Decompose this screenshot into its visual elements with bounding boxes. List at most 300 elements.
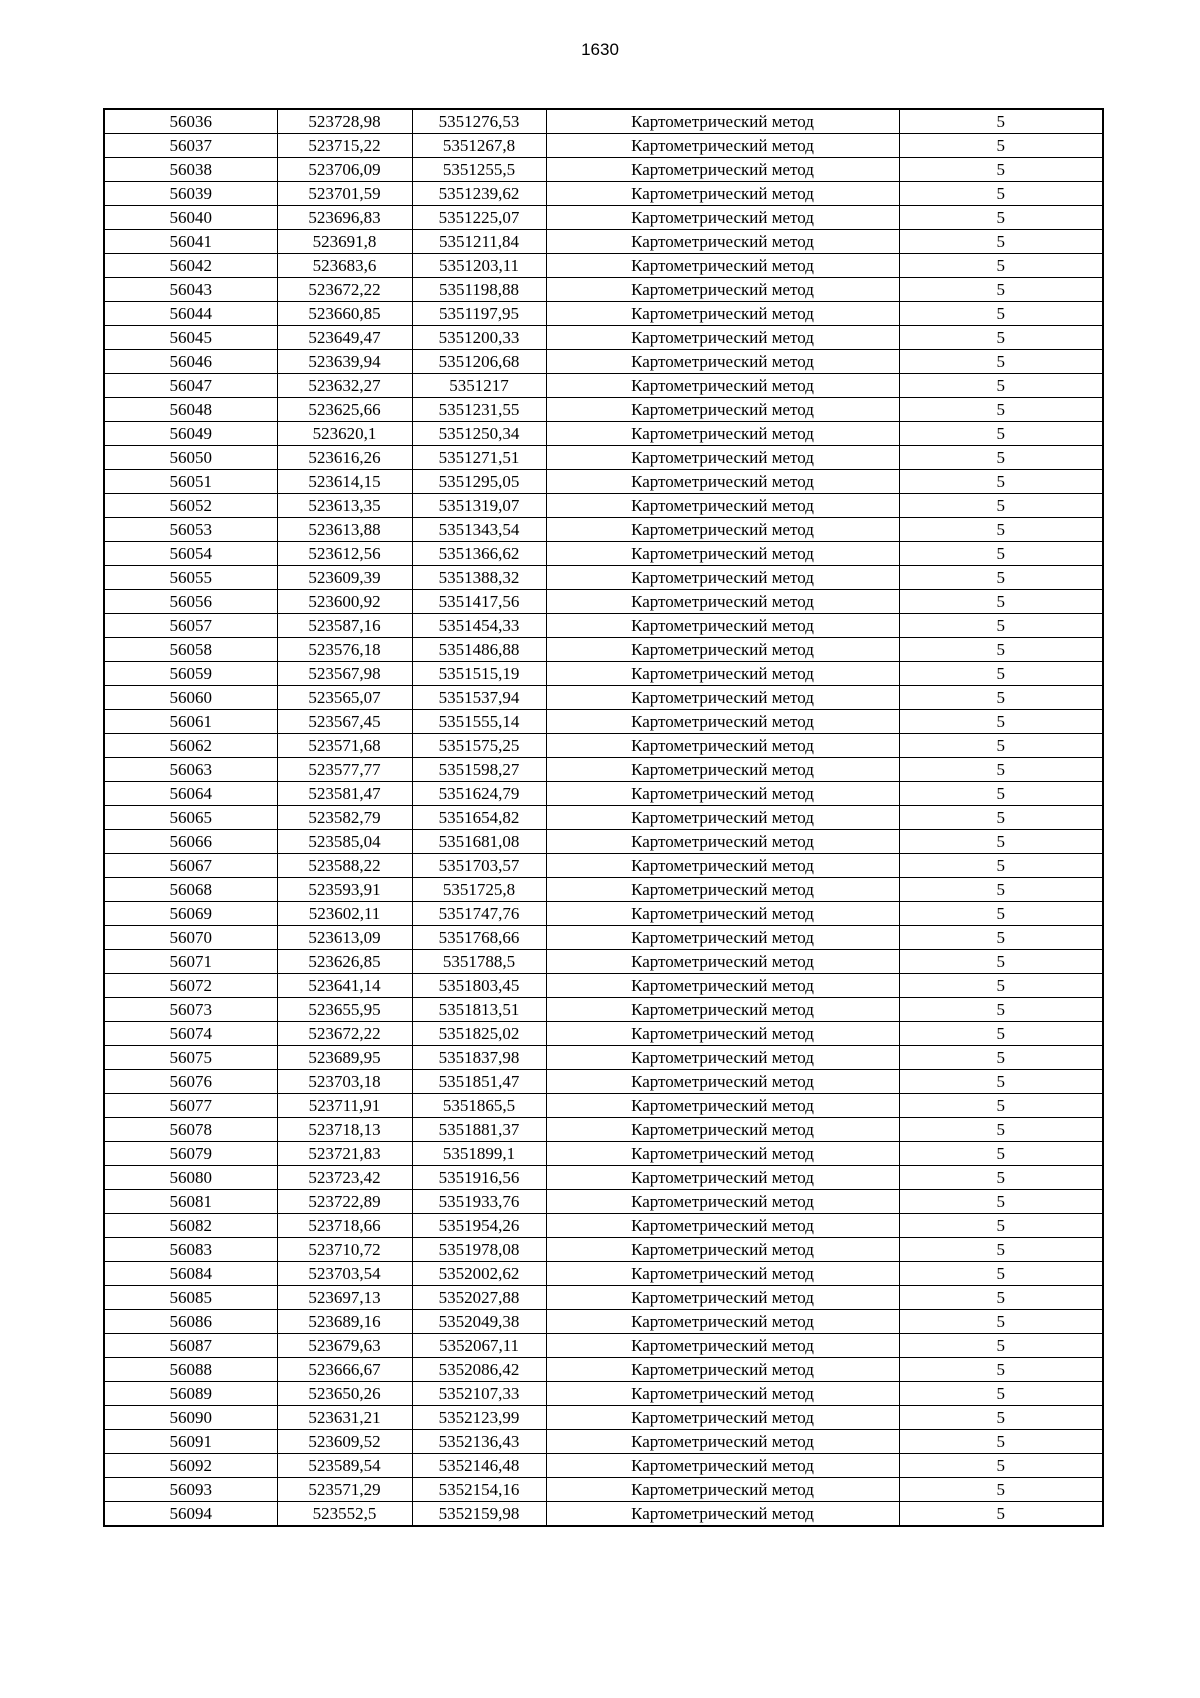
- method-cell: Картометрический метод: [546, 1310, 899, 1334]
- table-row: [104, 542, 1103, 566]
- table-row: [104, 422, 1103, 446]
- point-number-cell: 56042: [104, 254, 277, 278]
- method-cell: Картометрический метод: [546, 1358, 899, 1382]
- table-row: [104, 350, 1103, 374]
- accuracy-cell: 5: [899, 422, 1103, 446]
- point-number-cell: 56044: [104, 302, 277, 326]
- x-coordinate-cell: 523565,07: [277, 686, 412, 710]
- x-coordinate-cell: 523703,54: [277, 1262, 412, 1286]
- y-coordinate-cell: 5352146,48: [412, 1454, 546, 1478]
- accuracy-cell: 5: [899, 134, 1103, 158]
- method-cell: Картометрический метод: [546, 1022, 899, 1046]
- y-coordinate-cell: 5351865,5: [412, 1094, 546, 1118]
- point-number-cell: 56067: [104, 854, 277, 878]
- method-cell: Картометрический метод: [546, 1262, 899, 1286]
- x-coordinate-cell: 523625,66: [277, 398, 412, 422]
- point-number-cell: 56045: [104, 326, 277, 350]
- x-coordinate-cell: 523672,22: [277, 1022, 412, 1046]
- y-coordinate-cell: 5351198,88: [412, 278, 546, 302]
- x-coordinate-cell: 523641,14: [277, 974, 412, 998]
- x-coordinate-cell: 523567,98: [277, 662, 412, 686]
- x-coordinate-cell: 523701,59: [277, 182, 412, 206]
- accuracy-cell: 5: [899, 1022, 1103, 1046]
- table-row: [104, 950, 1103, 974]
- table-row: [104, 1358, 1103, 1382]
- point-number-cell: 56069: [104, 902, 277, 926]
- accuracy-cell: 5: [899, 1310, 1103, 1334]
- x-coordinate-cell: 523589,54: [277, 1454, 412, 1478]
- table-row: [104, 662, 1103, 686]
- accuracy-cell: 5: [899, 1094, 1103, 1118]
- table-row: [104, 1094, 1103, 1118]
- x-coordinate-cell: 523577,77: [277, 758, 412, 782]
- method-cell: Картометрический метод: [546, 158, 899, 182]
- y-coordinate-cell: 5351271,51: [412, 446, 546, 470]
- point-number-cell: 56091: [104, 1430, 277, 1454]
- accuracy-cell: 5: [899, 974, 1103, 998]
- method-cell: Картометрический метод: [546, 998, 899, 1022]
- table-row: [104, 1454, 1103, 1478]
- x-coordinate-cell: 523696,83: [277, 206, 412, 230]
- y-coordinate-cell: 5351933,76: [412, 1190, 546, 1214]
- accuracy-cell: 5: [899, 878, 1103, 902]
- accuracy-cell: 5: [899, 998, 1103, 1022]
- accuracy-cell: 5: [899, 494, 1103, 518]
- accuracy-cell: 5: [899, 1214, 1103, 1238]
- accuracy-cell: 5: [899, 470, 1103, 494]
- accuracy-cell: 5: [899, 1262, 1103, 1286]
- y-coordinate-cell: 5351225,07: [412, 206, 546, 230]
- x-coordinate-cell: 523609,52: [277, 1430, 412, 1454]
- method-cell: Картометрический метод: [546, 1334, 899, 1358]
- point-number-cell: 56047: [104, 374, 277, 398]
- y-coordinate-cell: 5351206,68: [412, 350, 546, 374]
- x-coordinate-cell: 523691,8: [277, 230, 412, 254]
- x-coordinate-cell: 523666,67: [277, 1358, 412, 1382]
- x-coordinate-cell: 523689,16: [277, 1310, 412, 1334]
- point-number-cell: 56087: [104, 1334, 277, 1358]
- y-coordinate-cell: 5351295,05: [412, 470, 546, 494]
- y-coordinate-cell: 5351747,76: [412, 902, 546, 926]
- method-cell: Картометрический метод: [546, 1142, 899, 1166]
- table-row: [104, 254, 1103, 278]
- y-coordinate-cell: 5351837,98: [412, 1046, 546, 1070]
- y-coordinate-cell: 5351197,95: [412, 302, 546, 326]
- y-coordinate-cell: 5351624,79: [412, 782, 546, 806]
- table-row: [104, 1070, 1103, 1094]
- table-row: [104, 998, 1103, 1022]
- table-row: [104, 566, 1103, 590]
- table-row: [104, 1046, 1103, 1070]
- accuracy-cell: 5: [899, 374, 1103, 398]
- point-number-cell: 56051: [104, 470, 277, 494]
- table-row: [104, 782, 1103, 806]
- point-number-cell: 56059: [104, 662, 277, 686]
- method-cell: Картометрический метод: [546, 1478, 899, 1502]
- method-cell: Картометрический метод: [546, 302, 899, 326]
- method-cell: Картометрический метод: [546, 1382, 899, 1406]
- x-coordinate-cell: 523582,79: [277, 806, 412, 830]
- x-coordinate-cell: 523639,94: [277, 350, 412, 374]
- y-coordinate-cell: 5352027,88: [412, 1286, 546, 1310]
- x-coordinate-cell: 523703,18: [277, 1070, 412, 1094]
- y-coordinate-cell: 5351537,94: [412, 686, 546, 710]
- x-coordinate-cell: 523613,09: [277, 926, 412, 950]
- y-coordinate-cell: 5351978,08: [412, 1238, 546, 1262]
- point-number-cell: 56062: [104, 734, 277, 758]
- x-coordinate-cell: 523609,39: [277, 566, 412, 590]
- x-coordinate-cell: 523585,04: [277, 830, 412, 854]
- accuracy-cell: 5: [899, 1118, 1103, 1142]
- y-coordinate-cell: 5352123,99: [412, 1406, 546, 1430]
- y-coordinate-cell: 5351768,66: [412, 926, 546, 950]
- point-number-cell: 56040: [104, 206, 277, 230]
- accuracy-cell: 5: [899, 806, 1103, 830]
- x-coordinate-cell: 523613,88: [277, 518, 412, 542]
- y-coordinate-cell: 5351255,5: [412, 158, 546, 182]
- method-cell: Картометрический метод: [546, 278, 899, 302]
- x-coordinate-cell: 523723,42: [277, 1166, 412, 1190]
- accuracy-cell: 5: [899, 1406, 1103, 1430]
- table-row: [104, 374, 1103, 398]
- x-coordinate-cell: 523660,85: [277, 302, 412, 326]
- accuracy-cell: 5: [899, 734, 1103, 758]
- accuracy-cell: 5: [899, 1358, 1103, 1382]
- x-coordinate-cell: 523587,16: [277, 614, 412, 638]
- y-coordinate-cell: 5352159,98: [412, 1502, 546, 1527]
- table-row: [104, 302, 1103, 326]
- table-row: [104, 446, 1103, 470]
- y-coordinate-cell: 5351825,02: [412, 1022, 546, 1046]
- point-number-cell: 56048: [104, 398, 277, 422]
- method-cell: Картометрический метод: [546, 1118, 899, 1142]
- method-cell: Картометрический метод: [546, 734, 899, 758]
- table-row: [104, 1334, 1103, 1358]
- table-row: [104, 1118, 1103, 1142]
- point-number-cell: 56072: [104, 974, 277, 998]
- y-coordinate-cell: 5351598,27: [412, 758, 546, 782]
- method-cell: Картометрический метод: [546, 686, 899, 710]
- table-row: [104, 854, 1103, 878]
- table-row: [104, 686, 1103, 710]
- accuracy-cell: 5: [899, 902, 1103, 926]
- method-cell: Картометрический метод: [546, 590, 899, 614]
- method-cell: Картометрический метод: [546, 614, 899, 638]
- x-coordinate-cell: 523614,15: [277, 470, 412, 494]
- y-coordinate-cell: 5351954,26: [412, 1214, 546, 1238]
- table-row: [104, 1022, 1103, 1046]
- point-number-cell: 56046: [104, 350, 277, 374]
- point-number-cell: 56066: [104, 830, 277, 854]
- y-coordinate-cell: 5351681,08: [412, 830, 546, 854]
- y-coordinate-cell: 5351916,56: [412, 1166, 546, 1190]
- method-cell: Картометрический метод: [546, 1238, 899, 1262]
- method-cell: Картометрический метод: [546, 1190, 899, 1214]
- accuracy-cell: 5: [899, 158, 1103, 182]
- accuracy-cell: 5: [899, 590, 1103, 614]
- method-cell: Картометрический метод: [546, 398, 899, 422]
- accuracy-cell: 5: [899, 926, 1103, 950]
- y-coordinate-cell: 5351417,56: [412, 590, 546, 614]
- method-cell: Картометрический метод: [546, 950, 899, 974]
- x-coordinate-cell: 523581,47: [277, 782, 412, 806]
- point-number-cell: 56083: [104, 1238, 277, 1262]
- table-row: [104, 326, 1103, 350]
- x-coordinate-cell: 523613,35: [277, 494, 412, 518]
- y-coordinate-cell: 5351555,14: [412, 710, 546, 734]
- method-cell: Картометрический метод: [546, 758, 899, 782]
- accuracy-cell: 5: [899, 109, 1103, 134]
- y-coordinate-cell: 5351276,53: [412, 109, 546, 134]
- y-coordinate-cell: 5351366,62: [412, 542, 546, 566]
- accuracy-cell: 5: [899, 710, 1103, 734]
- method-cell: Картометрический метод: [546, 902, 899, 926]
- table-row: [104, 758, 1103, 782]
- method-cell: Картометрический метод: [546, 854, 899, 878]
- method-cell: Картометрический метод: [546, 1406, 899, 1430]
- accuracy-cell: 5: [899, 638, 1103, 662]
- y-coordinate-cell: 5351654,82: [412, 806, 546, 830]
- method-cell: Картометрический метод: [546, 878, 899, 902]
- accuracy-cell: 5: [899, 1046, 1103, 1070]
- accuracy-cell: 5: [899, 686, 1103, 710]
- table-row: [104, 230, 1103, 254]
- table-row: [104, 926, 1103, 950]
- table-row: [104, 1310, 1103, 1334]
- accuracy-cell: 5: [899, 1430, 1103, 1454]
- point-number-cell: 56079: [104, 1142, 277, 1166]
- point-number-cell: 56036: [104, 109, 277, 134]
- table-row: [104, 398, 1103, 422]
- accuracy-cell: 5: [899, 1502, 1103, 1527]
- method-cell: Картометрический метод: [546, 926, 899, 950]
- method-cell: Картометрический метод: [546, 134, 899, 158]
- y-coordinate-cell: 5351454,33: [412, 614, 546, 638]
- point-number-cell: 56058: [104, 638, 277, 662]
- point-number-cell: 56082: [104, 1214, 277, 1238]
- point-number-cell: 56092: [104, 1454, 277, 1478]
- x-coordinate-cell: 523697,13: [277, 1286, 412, 1310]
- point-number-cell: 56065: [104, 806, 277, 830]
- point-number-cell: 56060: [104, 686, 277, 710]
- table-row: [104, 1238, 1103, 1262]
- accuracy-cell: 5: [899, 182, 1103, 206]
- y-coordinate-cell: 5351486,88: [412, 638, 546, 662]
- method-cell: Картометрический метод: [546, 782, 899, 806]
- point-number-cell: 56068: [104, 878, 277, 902]
- method-cell: Картометрический метод: [546, 1286, 899, 1310]
- method-cell: Картометрический метод: [546, 662, 899, 686]
- accuracy-cell: 5: [899, 1382, 1103, 1406]
- y-coordinate-cell: 5351899,1: [412, 1142, 546, 1166]
- x-coordinate-cell: 523567,45: [277, 710, 412, 734]
- y-coordinate-cell: 5351231,55: [412, 398, 546, 422]
- coordinates-table: [103, 108, 1104, 1527]
- y-coordinate-cell: 5352136,43: [412, 1430, 546, 1454]
- table-row: [104, 182, 1103, 206]
- point-number-cell: 56078: [104, 1118, 277, 1142]
- point-number-cell: 56039: [104, 182, 277, 206]
- coordinates-table-body: [104, 109, 1103, 1526]
- y-coordinate-cell: 5352002,62: [412, 1262, 546, 1286]
- x-coordinate-cell: 523718,66: [277, 1214, 412, 1238]
- y-coordinate-cell: 5351788,5: [412, 950, 546, 974]
- y-coordinate-cell: 5351267,8: [412, 134, 546, 158]
- point-number-cell: 56061: [104, 710, 277, 734]
- x-coordinate-cell: 523576,18: [277, 638, 412, 662]
- table-row: [104, 1406, 1103, 1430]
- y-coordinate-cell: 5351200,33: [412, 326, 546, 350]
- y-coordinate-cell: 5351575,25: [412, 734, 546, 758]
- table-row: [104, 902, 1103, 926]
- accuracy-cell: 5: [899, 566, 1103, 590]
- accuracy-cell: 5: [899, 1070, 1103, 1094]
- y-coordinate-cell: 5352049,38: [412, 1310, 546, 1334]
- y-coordinate-cell: 5351813,51: [412, 998, 546, 1022]
- table-row: [104, 206, 1103, 230]
- point-number-cell: 56077: [104, 1094, 277, 1118]
- y-coordinate-cell: 5351319,07: [412, 494, 546, 518]
- table-row: [104, 1142, 1103, 1166]
- x-coordinate-cell: 523612,56: [277, 542, 412, 566]
- method-cell: Картометрический метод: [546, 518, 899, 542]
- point-number-cell: 56052: [104, 494, 277, 518]
- method-cell: Картометрический метод: [546, 109, 899, 134]
- y-coordinate-cell: 5351250,34: [412, 422, 546, 446]
- x-coordinate-cell: 523602,11: [277, 902, 412, 926]
- x-coordinate-cell: 523683,6: [277, 254, 412, 278]
- method-cell: Картометрический метод: [546, 1214, 899, 1238]
- x-coordinate-cell: 523715,22: [277, 134, 412, 158]
- accuracy-cell: 5: [899, 782, 1103, 806]
- y-coordinate-cell: 5351343,54: [412, 518, 546, 542]
- table-row: [104, 806, 1103, 830]
- x-coordinate-cell: 523600,92: [277, 590, 412, 614]
- accuracy-cell: 5: [899, 758, 1103, 782]
- x-coordinate-cell: 523632,27: [277, 374, 412, 398]
- y-coordinate-cell: 5352154,16: [412, 1478, 546, 1502]
- method-cell: Картометрический метод: [546, 542, 899, 566]
- x-coordinate-cell: 523593,91: [277, 878, 412, 902]
- method-cell: Картометрический метод: [546, 638, 899, 662]
- x-coordinate-cell: 523728,98: [277, 109, 412, 134]
- table-row: [104, 134, 1103, 158]
- table-row: [104, 518, 1103, 542]
- accuracy-cell: 5: [899, 302, 1103, 326]
- table-row: [104, 590, 1103, 614]
- point-number-cell: 56053: [104, 518, 277, 542]
- point-number-cell: 56070: [104, 926, 277, 950]
- x-coordinate-cell: 523679,63: [277, 1334, 412, 1358]
- x-coordinate-cell: 523689,95: [277, 1046, 412, 1070]
- point-number-cell: 56054: [104, 542, 277, 566]
- table-row: [104, 1430, 1103, 1454]
- x-coordinate-cell: 523626,85: [277, 950, 412, 974]
- table-row: [104, 109, 1103, 134]
- point-number-cell: 56057: [104, 614, 277, 638]
- table-row: [104, 614, 1103, 638]
- method-cell: Картометрический метод: [546, 1166, 899, 1190]
- point-number-cell: 56086: [104, 1310, 277, 1334]
- point-number-cell: 56041: [104, 230, 277, 254]
- table-row: [104, 470, 1103, 494]
- method-cell: Картометрический метод: [546, 1094, 899, 1118]
- table-row: [104, 878, 1103, 902]
- accuracy-cell: 5: [899, 1238, 1103, 1262]
- table-row: [104, 638, 1103, 662]
- point-number-cell: 56076: [104, 1070, 277, 1094]
- accuracy-cell: 5: [899, 518, 1103, 542]
- method-cell: Картометрический метод: [546, 446, 899, 470]
- y-coordinate-cell: 5351203,11: [412, 254, 546, 278]
- point-number-cell: 56088: [104, 1358, 277, 1382]
- method-cell: Картометрический метод: [546, 182, 899, 206]
- accuracy-cell: 5: [899, 542, 1103, 566]
- point-number-cell: 56037: [104, 134, 277, 158]
- method-cell: Картометрический метод: [546, 1430, 899, 1454]
- point-number-cell: 56050: [104, 446, 277, 470]
- accuracy-cell: 5: [899, 1454, 1103, 1478]
- table-row: [104, 1214, 1103, 1238]
- method-cell: Картометрический метод: [546, 1454, 899, 1478]
- x-coordinate-cell: 523711,91: [277, 1094, 412, 1118]
- y-coordinate-cell: 5351881,37: [412, 1118, 546, 1142]
- table-row: [104, 830, 1103, 854]
- accuracy-cell: 5: [899, 350, 1103, 374]
- point-number-cell: 56071: [104, 950, 277, 974]
- table-row: [104, 1478, 1103, 1502]
- table-row: [104, 158, 1103, 182]
- x-coordinate-cell: 523718,13: [277, 1118, 412, 1142]
- point-number-cell: 56074: [104, 1022, 277, 1046]
- method-cell: Картометрический метод: [546, 494, 899, 518]
- method-cell: Картометрический метод: [546, 566, 899, 590]
- y-coordinate-cell: 5351217: [412, 374, 546, 398]
- method-cell: Картометрический метод: [546, 830, 899, 854]
- x-coordinate-cell: 523655,95: [277, 998, 412, 1022]
- point-number-cell: 56094: [104, 1502, 277, 1527]
- table-row: [104, 1190, 1103, 1214]
- x-coordinate-cell: 523722,89: [277, 1190, 412, 1214]
- point-number-cell: 56089: [104, 1382, 277, 1406]
- y-coordinate-cell: 5351211,84: [412, 230, 546, 254]
- table-row: [104, 734, 1103, 758]
- accuracy-cell: 5: [899, 446, 1103, 470]
- x-coordinate-cell: 523620,1: [277, 422, 412, 446]
- accuracy-cell: 5: [899, 950, 1103, 974]
- y-coordinate-cell: 5351239,62: [412, 182, 546, 206]
- method-cell: Картометрический метод: [546, 374, 899, 398]
- x-coordinate-cell: 523588,22: [277, 854, 412, 878]
- x-coordinate-cell: 523721,83: [277, 1142, 412, 1166]
- y-coordinate-cell: 5352086,42: [412, 1358, 546, 1382]
- accuracy-cell: 5: [899, 278, 1103, 302]
- y-coordinate-cell: 5351388,32: [412, 566, 546, 590]
- point-number-cell: 56055: [104, 566, 277, 590]
- point-number-cell: 56064: [104, 782, 277, 806]
- method-cell: Картометрический метод: [546, 206, 899, 230]
- method-cell: Картометрический метод: [546, 254, 899, 278]
- point-number-cell: 56081: [104, 1190, 277, 1214]
- accuracy-cell: 5: [899, 1142, 1103, 1166]
- point-number-cell: 56093: [104, 1478, 277, 1502]
- table-row: [104, 710, 1103, 734]
- method-cell: Картометрический метод: [546, 422, 899, 446]
- x-coordinate-cell: 523649,47: [277, 326, 412, 350]
- accuracy-cell: 5: [899, 854, 1103, 878]
- method-cell: Картометрический метод: [546, 1046, 899, 1070]
- point-number-cell: 56073: [104, 998, 277, 1022]
